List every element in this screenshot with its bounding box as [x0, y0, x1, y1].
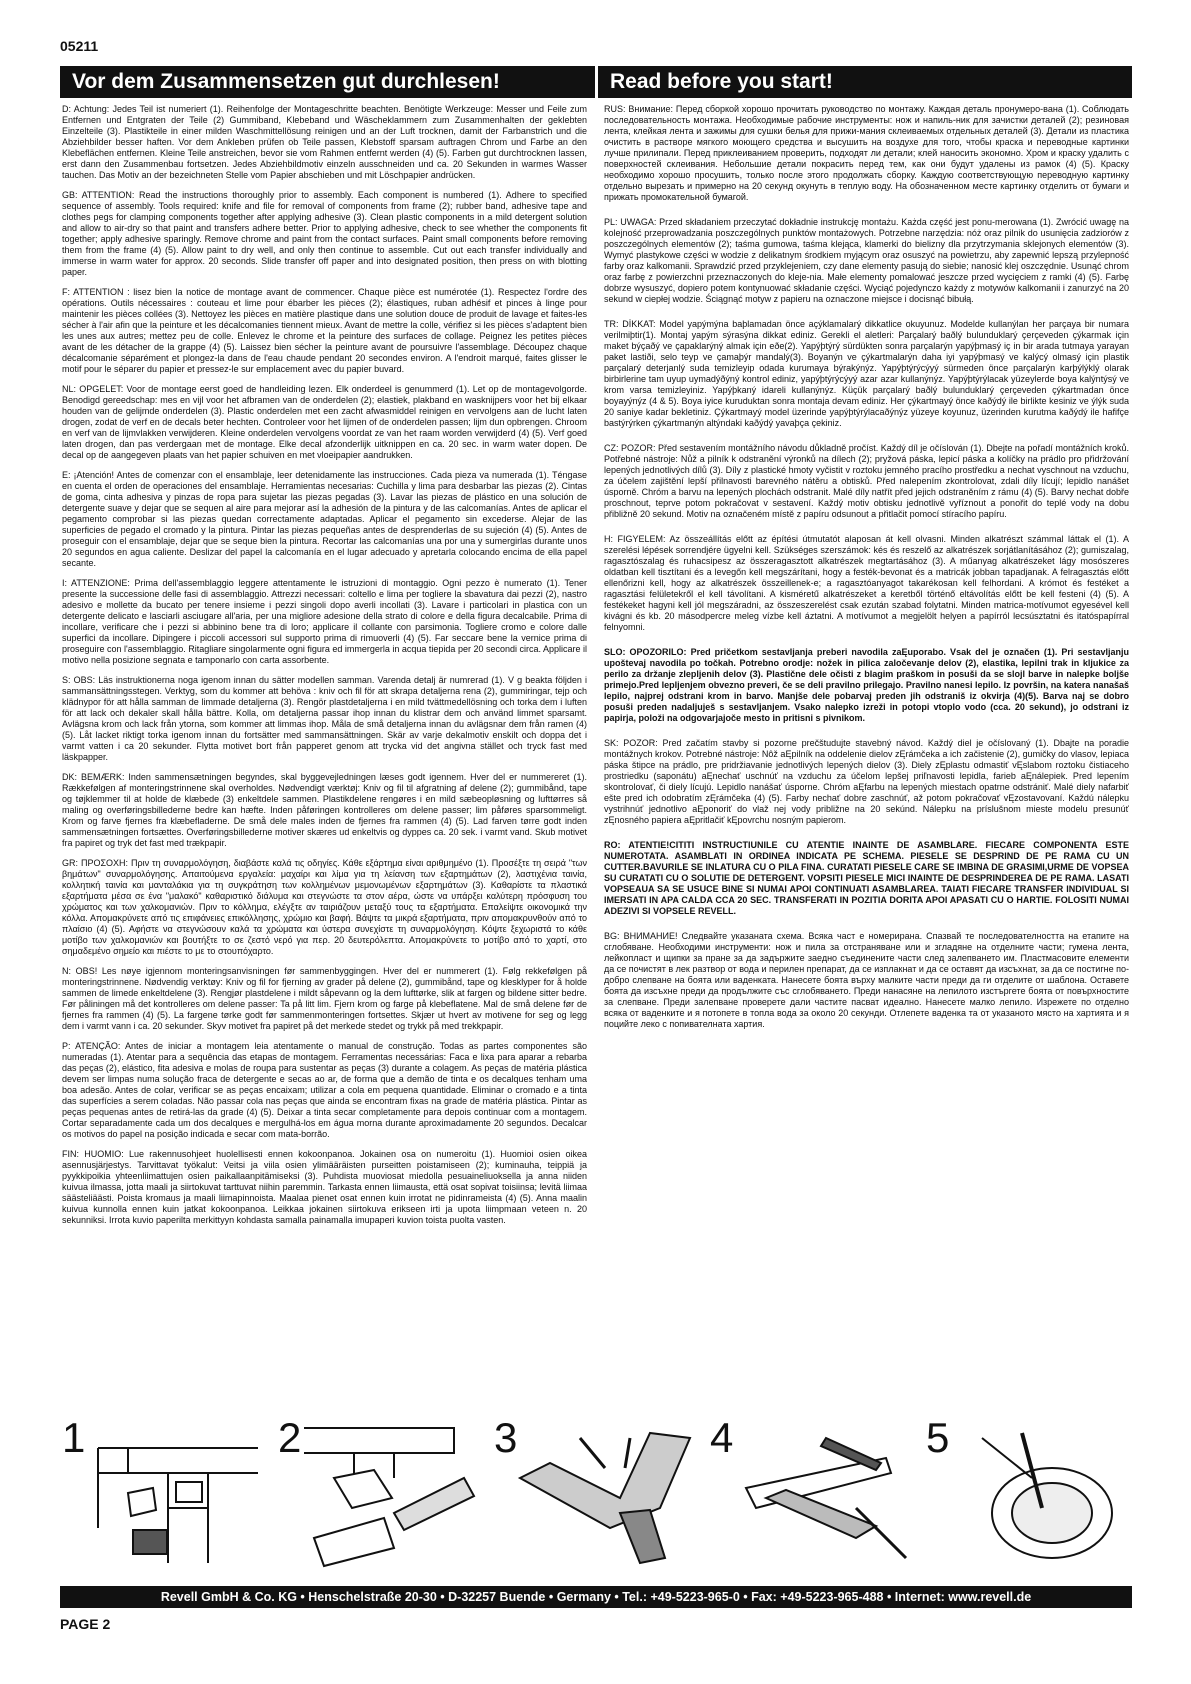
instruction-paragraph: FIN: HUOMIO: Lue rakennusohjeet huolellisesti ennen kokoonpanoa. Jokainen osa on numeroitu (1). Huomioi osien oikea asennusjärjestys. Tarvittavat työkalut: Veitsi ja viila osien ylimääräisten purseitten poistamiseen (2); kuminauha, teippiä ja pyykkipoikia yhteenliimattujen osien paikallaanpitämiseksi (3). Puhdista muoviosat miedolla pesuaineliuoksella ja anna niiden kuivua ilmassa, jotta maali ja siirtokuvat tarttuvat niihin paremmin. Tarkasta ennen liimausta, että osat sopivat toisiinsa; levitä liimaa säästeliäästi. Poista kromaus ja maali liimapinnoista. Maalaa pienet osat ennen kuin irrotat ne pidinrameista (4) (5). Anna maalin kuivua kunnolla ennen kuin jatkat kokoonpanoa. Leikkaa jokainen siirtokuva erikseen irti ja upota liimpmaan veteen n. 20 sekunniksi. Irrota kuvio paperilta merkittyyn kohdasta samalla painamalla imupaperi kuvion toista puolta vasten.	[62, 1149, 587, 1225]
page-number: PAGE 2	[60, 1616, 111, 1632]
instruction-paragraph: SK: POZOR: Pred začatím stavby si pozorne prečštudujte stavebný návod. Každý diel je očíslovaný (1). Dbajte na poradie montážnych krokov. Potrebné nástroje: Nôž aĘpilník na oddelenie dielov zĘrámčeka a ich začistenie (2), gumičky do vlasov, lepiaca páska štipce na prádlo, pre pridržiavanie jednotlivých lepených dielov (3). Diely zĘplastu odmastiť vĘslabom roztoku čistiaceho prostriedku (saponátu) aĘnechať uschnúť na vzduchu za účelom lepšej priľnavosti lepidla, farieb aĘnálepiek. Pred lepením skontrolovať, či diely lícujú. Lepidlo nanášať úsporne. Chróm aĘfarbu na lepených miestach opatrne odstrániť. Malé diely nafarbiť ešte pred ich odobratím zĘrámčeka (4) (5). Farby nechať dobre zaschnúť, až potom pokračovať vĘzostavovaní. Každú nálepku vystrihnúť jednotlivo aĘponoriť do vlaž nej vody približne na 20 sekúnd. Nálepku na príslušnom mieste modelu presunúť zĘnosného papiera aĘpritlačiť kĘpovrchu nosným papierom.	[604, 738, 1129, 825]
instruction-paragraph: I: ATTENZIONE: Prima dell'assemblaggio leggere attentamente le istruzioni di montaggio. Ogni pezzo è numerato (1). Tener presente la successione delle fasi di assemblaggio. Attrezzi necessari: coltello e lima per togliere la sbavatura dai pezzi (2), nastro adesivo e mollette da bucato per tenere insieme i pezzi singoli dopo averli incollati (3). Lavare i particolari in plastica con un detergente delicato e lasciarli asciugare all'aria, per una migliore adesione della strato di colore e della figura decalcabile. Prima di incollare, verificare che i pezzi si abbinino bene tra di loro; applicare il collante con parsimonia. Togliere cromo e colore dalle superfici da incollare. Dipingere i piccoli accessori sul supporto prima di rimuoverli (4) (5). Far seccare bene la vernice prima di proseguire con l'assemblaggio. Ritagliare singolarmente ogni figura ed immergerla in acqua tiepida per 20 secondi circa. Applicare il motivo nella posizione segnata e tamponarlo con carta assorbente.	[62, 578, 587, 665]
instruction-paragraph: N: OBS! Les nøye igjennom monteringsanvisningen før sammenbyggingen. Hver del er nummerert (1). Følg rekkefølgen på monteringstrinnene. Nødvendig verktøy: Kniv og fil for fjerning av grader på delene (2), gummibånd, tape og klesklyper for å holde sammen de limede enkeltdelene (3). Rengjør plastdelene i mildt såpevann og la dem lufttørke, slik at fargen og bildene sitter bedre. Før påliningen må det kontrolleres om delene passer: Ta på litt lim. Fjern krom og farge på klebeflatene. Mal de små delene før de fjernes fra rammen (4) (5). La fargene tørke godt før sammenmonteringen fortsettes. Skjær ut hvert av motivene for seg og legg dem i varmt vann i ca. 20 sekunder. Skyv motivet fra papiret på det merkede stedet og trykk på med trekkpapir.	[62, 966, 587, 1031]
instruction-paragraph: PL: UWAGA: Przed składaniem przeczytać dokładnie instrukcję montażu. Każda część jest ponu-merowana (1). Zwrócić uwagę na kolejność przeprowadzania poszczególnych punktów montażowych. Potrzebne narzędzia: nóż oraz pilnik do usunięcia zadziorów z poszczególnych elementów (2); taśma gumowa, taśma klejąca, klamerki do bielizny dla przytrzymania sklejonych elementów (3). Wymyć plastykowe części w wodzie z delikatnym środkiem myjącym oraz osuszyć na powietrzu, aby zapewnić lepszą przylepność farby oraz kalkomanii. Sprawdzić przed przyklejeniem, czy dane elementy pasują do siebie; nanosić klej oszczędnie. Usunąć chrom oraz farbę z powierzchni przeznaczonych do kleje-nia. Małe elementy pomalować jeszcze przed wycięciem z ramki (4) (5). Farbę dobrze wysuszyć, dopiero potem kontynuować składanie części. Wyciąć pojedynczo każdy z motywów kalkomanii i zanurzyć na 20 sekund w ciepłej wodzie. Ściągnąć motyw z papieru na oznaczone miejsce i docisnąć bibułą.	[604, 217, 1129, 304]
left-column	[62, 104, 587, 1235]
step-3-illustration	[490, 1414, 698, 1568]
paint-brush-icon	[706, 1418, 914, 1568]
instruction-paragraph: RO: ATENTIE!CITITI INSTRUCTIUNILE CU ATENTIE INAINTE DE ASAMBLARE. FIECARE COMPONENTA ESTE NUMEROTATA. ASAMBLATI IN ORDINEA INDICATA PE SCHEMA. PIESELE SE DESPRIND DE PE RAMA CU UN CUTTER.BAVURILE SE INLATURA CU O PILA FINA. CURATATI PIESELE CARE SE IMBINA DE GRASIMI,URME DE VOPSEA SU CURATATI CU O SOLUTIE DE DETERGENT. VOPSITI PIESELE MICI INAINTE DE DESPRINDEREA DE PE RAMA. LASATI VOPSEAUA SA SE USUCE BINE SI NUMAI APOI CONTINUATI ASAMBLAREA. TAIATI FIECARE TRANSFER INDIVIDUAL SI IMERSATI IN APA CALDA CCA 20 SEC. TRANSFERATI IN POZITIA DORITA APOI APASATI CU O HARTIE. FOLOSITI NUMAI ADEZIVI SI VOPSELE REVELL.	[604, 840, 1129, 916]
step-5-illustration	[922, 1414, 1130, 1568]
clamp-glue-icon	[490, 1418, 698, 1568]
step-number: 2	[278, 1414, 302, 1461]
step-1-illustration	[58, 1414, 266, 1568]
knife-file-icon	[274, 1418, 482, 1568]
instruction-paragraph: SLO: OPOZORILO: Pred pričetkom sestavljanja preberi navodila zaĘuporabo. Vsak del je označen (1). Pri sestavljanju upoštevaj navodila po točkah. Potrebno orodje: nožek in pilica zaločevanje delov (2), elastika, lepilni trak in kljukice za perilo za držanje zlepljenih delov (3). Plastične dele očisti z blagim praškom in posuši da se slojl barve in nalepke boljše primejo.Pred lepljenjem obvezno preveri, če se deli pravilno prilegajo. Pravilno nanesi lepilo. Iz površin, na katera nanašaš lepilo, najprej odstrani krom in barvo. Manjše dele pobarvaj preden jih odstraniš iz okvirja (4)(5). Barva naj se dobro posuši preden nadaljuješ s sestavljanjem. Vsako nalepko izreži in potopi vtoplo vodo (cca. 20 sekund), jo odstrani iz papirja, položi na odgovarjajoče mesto in pritisni s pivnikom.	[604, 647, 1129, 723]
step-4-illustration	[706, 1414, 914, 1568]
right-column	[604, 104, 1129, 1044]
instruction-paragraph: NL: OPGELET: Voor de montage eerst goed de handleiding lezen. Elk onderdeel is genummerd (1). Let op de montagevolgorde. Benodigd gereedschap: mes en vijl voor het afbramen van de onderdelen (2); elastiek, plakband en wasknijpers voor het bij elkaar houden van de gelijmde onderdelen (3). Plastic onderdelen met een zacht afwasmiddel reinigen en vervolgens aan de lucht laten drogen, zodat de verf en de decals beter hechten. Controleer voor het lijmen of de onderdelen passen; lijm dun opbrengen. Chroom en verf van de lijmvlakken verwijderen. Kleine onderdelen vervolgens voordat ze van het raam worden verwijderd (4) (5). Verf goed laten drogen, dan pas verdergaan met de montage. Elke decal afzonderlijk uitknippen en ca. 20 sec. in warm water dopen. De decal op de aangegeven plaats van het papier schuiven en met vloeipapier aandrukken.	[62, 384, 587, 460]
step-number: 1	[62, 1414, 86, 1461]
instruction-paragraph: GR: ΠΡΟΣΟΧΗ: Πριν τη συναρμολόγηση, διαβάστε καλά τις οδηγίες. Κάθε εξάρτημα είναι αριθμημένο (1). Προσέξτε τη σειρά "των βημάτων" συναρμολόγησης. Απαιτούμενα εργαλεία: μαχαίρι και λίμα για τη λείανση των εξαρτημάτων (2), λαστιχένια ταινία, κολλητική ταινία και μανταλάκια για τη συγκράτηση των κολλημένων μεμονωμένων εξαρτημάτων (3). Καθαρίστε τα πλαστικά εξαρτήματα μέσα σε ένα "μαλακό" καθαριστικό διάλυμα και στεγνώστε τα στον αέρα, ώστε να υπάρξει καλύτερη πρόσφυση του χρώματος και των χαλκομανιών. Πριν το κόλλημα, ελέγξτε αν ταιριάζουν μεταξύ τους τα εξαρτήματα. Επαλείψτε οικονομικά την κόλλα. Απομακρύνετε από τις επιφάνειες επικόλλησης, χρώμιο και βαφή. Βάψτε τα μικρά εξαρτήματα, πριν απομακρυνθούν από το πλαίσιο (4) (5). Αφήστε να στεγνώσουν καλά τα χρώματα και ύστερα συνεχίστε τη συναρμολόγηση. Κόψτε ξεχωριστά το κάθε μοτίβο των χαλκομανιών και βουτήξτε το σε ζεστό νερό για περ. 20 δευτερόλεπτα. Απομακρύνετε το μοτίβο από το χαρτί, στο σημαδεμένο σημείο και πιέστε το με το στουπόχαρτο.	[62, 858, 587, 956]
paint-jar-icon	[922, 1418, 1130, 1568]
instruction-paragraph: E: ¡Atención! Antes de comenzar con el ensamblaje, leer detenidamente las instrucciones. Cada pieza va numerada (1). Téngase en cuenta el orden de operaciones del ensamblaje. Herramientas necesarias: Cuchilla y lima para desbarbar las piezas (2). Cintas de goma, cinta adhesiva y pinzas de ropa para sujetar las piezas pegadas (3). Lavar las piezas de plástico en una solución de detergente suave y dejar que se sequen al aire para mejorar así la adhesión de la pintura y de las calcomanías. Antes de aplicar el pegamento comprobar si las piezas quedan correctamente adaptadas. Aplicar el pegamento sin excederse. Alejar de las superficies de pegado el cromado y la pintura. Pintar las piezas pequeñas antes de desprenderlas de su sujeción (4) (5). Antes de proseguir con el ensamblaje, dejar que se seque bien la pintura. Recortar las calcomanías una por una y sumergirlas durante unos 20 segundos en agua caliente. Deslizar del papel la calcomanía en el lugar adecuado y apretarla colocando encima de ella papel secante.	[62, 470, 587, 568]
step-number: 5	[926, 1414, 950, 1461]
instruction-paragraph: F: ATTENTION : lisez bien la notice de montage avant de commencer. Chaque pièce est numérotée (1). Respectez l'ordre des opérations. Outils nécessaires : couteau et lime pour ébarber les pièces (2); élastiques, ruban adhésif et pinces à linge pour maintenir les pièces collées (3). Nettoyez les pièces en matière plastique dans une solution douce de produit de lavage et faites-les sécher à l'air afin que la peinture et les décalcomanies tiennent mieux. Avant de mettre la colle, vérifiez si les pièces s'adaptent bien les unes aux autres; mettez peu de colle. Enlevez le chrome et la peinture des surfaces de collage. Peignez les petites pièces avant de les détacher de la grappe (4) (5). Laissez bien sécher la peinture avant de poursuivre l'assemblage. Découpez chaque décalcomanie séparément et plongez-la dans de l'eau chaude pendant 20 secondes environ. A l'endroit marqué, faites glisser le motif pour le séparer du papier et pressez-le sur emplacement avec du papier buvard.	[62, 287, 587, 374]
instruction-steps	[58, 1414, 1134, 1568]
instruction-paragraph: BG: ВНИМАНИЕ! Следвайте указаната схема. Всяка част е номерирана. Спазвай те последователността на етапите на сглобяване. Необходими инструменти: нож и пила за отстраняване или и згладяне на отделните части; гумена лента, лейкопласт и щипки за пране за да задържите заедно съединените части след залепването им. Пластмасовите елементи да се почистят в лек разтвор от вода и перилен препарат, да се изплакнат и да се оставят да изсъхнат, за да се постигне по-добро слепване на боята или ваденката. Нанесете боята върху малките части преди да ги отделите от шаблона. Оставете боята да изсъхне преди да продължите със сглобяването. Преди нанасяне на лепилото изстъргете боята от повърхностите за слепване. Преди залепване проверете дали частите пасват идеално. Нанесете малко лепило. Изрежете по отделно всяка от ваденките и я потопете в топла вода за около 20 секунди. Отлепете ваденка та от указаното място на хартията и я поцийте леко с попивателната хартия.	[604, 931, 1129, 1029]
instruction-paragraph: DK: BEMÆRK: Inden sammensætningen begyndes, skal byggevejledningen læses godt igennem. Hver del er nummereret (1). Rækkefølgen af monteringstrinnene skal overholdes. Nødvendigt værktøj: Kniv og fil til afgratning af delene (2); gummibånd, tape og tøjklemmer til at holde de klæbede (3) enkeltdele sammen. Plastikdelene rengøres i en mild sæbeopløsning og lufttørres så maling og overføringsbillederne bedre kan hæfte. Inden påføringen kontrolleres om delene passer; lim påføres sparsommeligt. Krom og farve fjernes fra klæbefladerne. De små dele males inden de fjernes fra rammen (4) (5). Lad farven tørre godt inden sammensætningen fortsættes. Overføringsbillederne motiver skæres ud enkeltvis og dyppes ca. 20 sek. i varmt vand. Skub motivet fra papiret og tryk det fast med trækpapir.	[62, 772, 587, 848]
numbered-part-icon	[58, 1418, 266, 1568]
instruction-paragraph: S: OBS: Läs instruktionerna noga igenom innan du sätter modellen samman. Varenda detalj är numrerad (1). V g beakta följden i sammansättningsstegen. Verktyg, som du kommer att behöva : kniv och fil för att skrapa detaljerna rena (2), gummiringar, tejp och klädnypor för att hålla samman de limmade detaljerna (3). Rengör plastdetaljerna i en mild tvättmedellösning och torka dem i luften för att lack och dekaler skall hålla bättre. Kolla, om detaljerna passar ihop innan du klistrar dem och använd limmet sparsamt. Avlägsna krom och lack från ytorna, som kommer att limmas ihop. Måla de små detaljerna innan du avlägsnar dem från ramen (4) (5). Låt lacket riktigt torka igenom innan du fortsätter med sammansättningen. Skär av varje dekalmotiv enskilt och doppa det i varmt vatten i ca 20 sekunder. Flytta motivet bort från papperet genom att trycka vid det angivna stället och tryck fast med läskpapper.	[62, 675, 587, 762]
instruction-paragraph: CZ: POZOR: Před sestavením montážního návodu důkladně pročíst. Každý díl je očíslován (1). Dbejte na pořadí montážních kroků. Potřebné nástroje: Nůž a pilník k odstranění výronků na dílech (2); pryžová páska, lepicí páska a kolíčky na prádlo pro přidržování lepených jednotlivých dílů (3). Díly z plastické hmoty vyčistit v roztoku jemného pracího prostředku a nechat vyschnout na vzduchu, za účelem zajištění lepší přilnavosti barevného nátěru a obtisků. Před nalepením zkontrolovat, zdali díly lícují; lepidlo nanášet úsporně. Chróm a barvu na lepených plochách odstranit. Malé díly natřít před jejich odstraněním z rámu (4) (5). Barvy nechat dobře proschnout, teprve potom pokračovat v sestavení. Každý motiv obtisku jednotlivě vyříznout a ponořit do teplé vody na dobu přibližně 20 sekund. Motiv na označeném místě z papíru odsunout a přitlačit pomocí stíracího papíru.	[604, 443, 1129, 519]
instruction-paragraph: P: ATENÇÃO: Antes de iniciar a montagem leia atentamente o manual de construção. Todas as partes componentes são numeradas (1). Atentar para a sequência das etapas de montagem. Ferramentas necessárias: Faca e lixa para aparar a rebarba das peças (2), elástico, fita adesiva e molas de roupa para sustentar as peças (3) durante a colagem. As peças de matéria plástica devem ser limpas numa solução fraca de detergente e secas ao ar, de forma que a demão de tinta e os decalques tenham uma boa adesão. Antes de colar, verificar se as peças encaixam; utilizar a cola em pequena quantidade. Eliminar o cromado e a tinta das superfícies a serem coladas. Não passar cola nas peças que ainda se encontram fixas na grade de matéria plástica. Pintar as peças pequenas antes de retirá-las da grade (4) (5). Deixar a tinta secar completamente para depois continuar com a montagem. Cortar separadamente cada um dos decalques e mergulhá-los em água morna durante aproximadamente 20 segundos. Decalcar os motivos do papel na posição indicada e secar com mata-borrão.	[62, 1041, 587, 1139]
document-code: 05211	[60, 38, 99, 54]
instruction-paragraph: H: FIGYELEM: Az összeállítás előtt az építési útmutatót alaposan át kell olvasni. Minden alkatrészt számmal láttak el (1). A szerelési lépések sorrendjére ügyelni kell. Szükséges szerszámok: kés és reszelő az alkatrészek sorjátlanításához (2); gumiszalag, ragasztószalag és ruhacsipesz az összeragasztott alkatrészek megtartásához (3). A műanyag alkatrészeket lágy mosószeres oldatban kell tisztítani és a levegőn kell megszárítani, hogy a festék-bevonat és a matricák jobban tapadjanak. A felragasztás előtt ellenőrizni kell, hogy az alkatrészek összeillenek-e; a ragasztóanyagot takarékosan kell felhordani. A krómot és festéket a ragasztási felületekről el kell távolítani. A kisméretű alkatrészeket a keretből történő eltávolítás előtt be kell festeni (4) (5). A festékeket hagyni kell jól megszáradni, az összeszerelést csak ezután szabad folytatni. Minden matrica-motívumot egyesével kell kivágni és kb. 20 másodpercre meleg vízbe kell áztatni. A motívumot a megjelölt helyen a papírról lecsúsztatni és itatóspapírral felnyomni.	[604, 534, 1129, 632]
footer-address: Revell GmbH & Co. KG • Henschelstraße 20-30 • D-32257 Buende • Germany • Tel.: +49-5223-965-0 • Fax: +49-5223-965-488 • Internet: www.revell.de	[60, 1586, 1132, 1608]
header-german: Vor dem Zusammensetzen gut durchlesen!	[60, 66, 595, 98]
step-number: 3	[494, 1414, 518, 1461]
step-2-illustration	[274, 1414, 482, 1568]
instruction-paragraph: TR: DİKKAT: Model yapýmýna baþlamadan önce açýklamalarý dikkatlice okuyunuz. Modelde kullanýlan her parçaya bir numara verilmiþtir(1). Montaj yapým sýrasýna dikkat ediniz. Gerekli el aletleri: Parçalarý baðlý bulunduklarý çerçeveden çýkarmak için maket býçaðý ve çapaklarýný almak için eðe(2). Yapýþtýrý sürdükten sonra parçalarýn yapýþmasý iç in bir arada tutmaya yarayan paket lastiði, selo teyp ve çamaþýr mandalý(3). Boyanýn ve çýkartmalarýn daha iyi yapýþmasý ve kalýcý olmasý için plastik parçalarý deterjanlý suda temizleyip odada kurumaya býrakýnýz. Yapýþtýrýcýyý sürmeden önce parçalarýn karþýlýklý olarak birbirlerine tam uyup uymadýðýný kontrol ediniz, yapýþtýrýcýyý azar azar kullanýnýz. Yapýþtýrýlacak yüzeylerde boya kalýntýsý ve krom varsa temizleyiniz. Yapýþkaný idareli kullanýnýz. Küçük parçalarý baðlý bulunduklarý çerçeveden çýkartmadan önce boyayýnýz (4 & 5). Boya iyice kuruduktan sonra montaja devam ediniz. Her çýkartmayý önce kaðýdý ile birlikte kesiniz ve ýlýk suda 20 saniye kadar bekletiniz. Çýkartmayý model üzerinde yapýþtýrýlacaðýnýz yüzeye koyunuz, üzerinden kurutma kaðýdý ile hafifçe bastýrýrken çýkartmanýn altýndaki kaðýdý yavaþça çekiniz.	[604, 319, 1129, 428]
instruction-paragraph: RUS: Внимание: Перед сборкой хорошо прочитать руководство по монтажу. Каждая деталь пронумеро-вана (1). Соблюдать последовательность монтажа. Необходимые рабочие инструменты: нож и напиль-ник для зачистки деталей (2); резиновая лента, клейкая лента и зажимы для сушки белья для прижи-мания склеиваемых отдельных деталей (3). Детали из пластика очистить в растворе мягкого моющего средства и высушить на воздухе для того, чтобы краска и переводные картинки лучше прилипали. Перед приклеиванием проверить, подходят ли детали; клей наносить экономно. Хром и краску удалить с поверхностей склеивания. Небольшие детали покрасить перед тем, как они будут удалены из рамок (4) (5). Краску необходимо хорошо просушить, только после этого продолжать сборку. Каждую соответствующую переводную картинку отдельно вырезать и примерно на 20 секунд окунуть в теплую воду. На обозначенном месте картинку отделить от бумаги и прижать промокательной бумагой.	[604, 104, 1129, 202]
instruction-paragraph: GB: ATTENTION: Read the instructions thoroughly prior to assembly. Each component is numbered (1). Adhere to specified sequence of assembly. Tools required: knife and file for removal of components from frame (2); rubber band, adhesive tape and clothes pegs for clamping components together after applying adhesive (3). Clean plastic components in a mild detergent solution and allow to air-dry so that paint and transfers adhere better. Prior to applying adhesive, check to see whether the components fit together; apply adhesive sparingly. Remove chrome and paint from the contact surfaces. Paint small components before removing them from the frame (4) (5). Allow paint to dry well, and only then continue to assemble. Cut out each transfer individually and immerse in warm water for approx. 20 seconds. Slide transfer off paper and into designated position, then press on with blotting paper.	[62, 190, 587, 277]
instruction-paragraph: D: Achtung: Jedes Teil ist numeriert (1). Reihenfolge der Montageschritte beachten. Benötigte Werkzeuge: Messer und Feile zum Entfernen und Entgraten der Teile (2) Gummiband, Klebeband und Wäscheklammern zum Zusammenhalten der geklebten Einzelteile (3). Plastikteile in einer milden Waschmittellösung reinigen und an der Luft trocknen, damit der Farbanstrich und die Abziehbilder besser haften. Vor dem Ankleben prüfen ob Teile passen, Klebstoff sparsam auftragen Chrom und Farbe an den Klebeflächen entfernen. Kleine Teile anstreichen, bevor sie vom Rahmen entfernt werden (4) (5). Farben gut durchtrocknen lassen, erst dann den Zusammenbau fortsetzen. Jedes Abziehbildmotiv einzeln ausschneiden und ca. 20 Sekunden in warmes Wasser tauchen. Das Motiv an der bezeichneten Stelle vom Papier abschieben und mit Löschpapier andrücken.	[62, 104, 587, 180]
step-number: 4	[710, 1414, 734, 1461]
header-english: Read before you start!	[598, 66, 1132, 98]
